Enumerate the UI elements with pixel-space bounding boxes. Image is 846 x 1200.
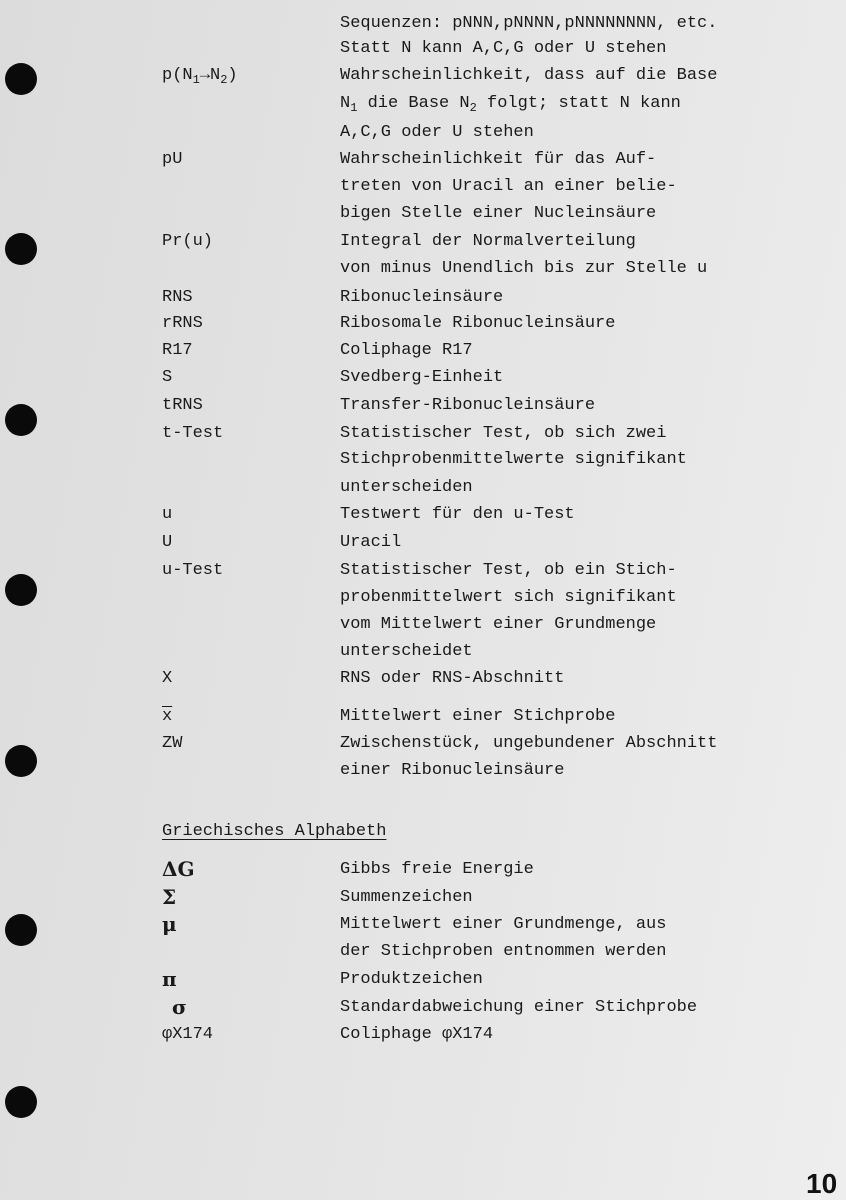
abbreviation-term: X	[162, 669, 173, 688]
abbreviation-row	[0, 146, 846, 173]
abbreviation-row	[0, 665, 846, 692]
definition-text: Statt N kann A,C,G oder U stehen	[340, 39, 667, 58]
abbreviation-row	[0, 557, 846, 584]
abbreviation-term: rRNS	[162, 314, 203, 333]
definition-line	[0, 255, 846, 282]
greek-row	[0, 994, 846, 1021]
definition-text: Coliphage φX174	[340, 1025, 494, 1044]
greek-row	[0, 911, 846, 938]
page-number: 10	[806, 1168, 838, 1199]
abbreviation-row	[0, 364, 846, 391]
definition-text: Transfer-Ribonucleinsäure	[340, 396, 596, 415]
abbreviation-term: U	[162, 533, 173, 552]
greek-row	[0, 1021, 846, 1048]
definition-text: unterscheiden	[340, 478, 473, 497]
greek-symbol: Σ	[162, 885, 177, 909]
definition-text: Statistischer Test, ob sich zwei	[340, 424, 667, 443]
punch-hole	[5, 1086, 37, 1118]
definition-text: Mittelwert einer Stichprobe	[340, 707, 616, 726]
abbreviation-row	[0, 703, 846, 730]
definition-line	[0, 10, 846, 37]
definition-line	[0, 35, 846, 62]
greek-symbol: π	[162, 967, 177, 991]
abbreviation-row	[0, 730, 846, 757]
definition-text: Summenzeichen	[340, 888, 473, 907]
definition-line	[0, 173, 846, 200]
abbreviation-row	[0, 392, 846, 419]
definition-text: Zwischenstück, ungebundener Abschnitt	[340, 734, 718, 753]
abbreviation-term: u-Test	[162, 561, 224, 580]
abbreviation-row	[0, 62, 846, 89]
abbreviation-row	[0, 228, 846, 255]
definition-text: Sequenzen: pNNN,pNNNN,pNNNNNNNN, etc.	[340, 14, 718, 33]
abbreviation-term: $p(N_1\to N_2)$	[162, 66, 238, 87]
definition-text: von minus Unendlich bis zur Stelle u	[340, 259, 708, 278]
definition-line	[0, 757, 846, 784]
definition-text: Mittelwert einer Grundmenge, aus	[340, 915, 667, 934]
section-heading: Griechisches Alphabeth	[162, 822, 387, 841]
abbreviation-term: Pr(u)	[162, 232, 214, 251]
definition-line	[0, 938, 846, 965]
abbreviation-term: RNS	[162, 288, 193, 307]
abbreviation-term: S	[162, 368, 173, 387]
definition-text: Gibbs freie Energie	[340, 860, 534, 879]
definition-text: $N_1$ die Base $N_2$ folgt; statt N kann	[340, 94, 681, 115]
definition-text: der Stichproben entnommen werden	[340, 942, 667, 961]
definition-text: bigen Stelle einer Nucleinsäure	[340, 204, 657, 223]
greek-symbol: μ	[162, 912, 177, 936]
greek-row	[0, 884, 846, 911]
definition-text: A,C,G oder U stehen	[340, 123, 534, 142]
definition-text: probenmittelwert sich signifikant	[340, 588, 677, 607]
definition-line	[0, 611, 846, 638]
greek-row	[0, 966, 846, 993]
definition-text: Standardabweichung einer Stichprobe	[340, 998, 698, 1017]
definition-line	[0, 638, 846, 665]
definition-text: Integral der Normalverteilung	[340, 232, 636, 251]
definition-line	[0, 474, 846, 501]
definition-text: Uracil	[340, 533, 402, 552]
abbreviation-term: u	[162, 505, 173, 524]
abbreviation-row	[0, 501, 846, 528]
definition-text: Ribonucleinsäure	[340, 288, 504, 307]
definition-text: vom Mittelwert einer Grundmenge	[340, 615, 657, 634]
definition-text: Svedberg-Einheit	[340, 368, 504, 387]
definition-line	[0, 200, 846, 227]
definition-text: RNS oder RNS-Abschnitt	[340, 669, 565, 688]
greek-row	[0, 856, 846, 883]
abbreviation-term: t-Test	[162, 424, 224, 443]
abbreviation-row	[0, 284, 846, 311]
abbreviation-term: R17	[162, 341, 193, 360]
definition-line	[0, 584, 846, 611]
abbreviation-term: tRNS	[162, 396, 203, 415]
definition-text: Wahrscheinlichkeit, dass auf die Base	[340, 66, 718, 85]
abbreviation-term: $\overline{x}$	[162, 707, 173, 726]
definition-text: Statistischer Test, ob ein Stich-	[340, 561, 677, 580]
definition-text: Produktzeichen	[340, 970, 483, 989]
definition-text: Wahrscheinlichkeit für das Auf-	[340, 150, 657, 169]
abbreviation-row	[0, 420, 846, 447]
abbreviation-row	[0, 337, 846, 364]
abbreviation-term: pU	[162, 150, 183, 169]
abbreviation-row	[0, 310, 846, 337]
definition-text: treten von Uracil an einer belie-	[340, 177, 677, 196]
definition-text: Coliphage R17	[340, 341, 473, 360]
definition-text: Testwert für den u-Test	[340, 505, 575, 524]
definition-line	[0, 119, 846, 146]
greek-symbol: φX174	[162, 1025, 214, 1044]
definition-text: unterscheidet	[340, 642, 473, 661]
definition-text: Ribosomale Ribonucleinsäure	[340, 314, 616, 333]
abbreviation-term: ZW	[162, 734, 183, 753]
greek-symbol: σ	[172, 995, 187, 1019]
definition-line	[0, 446, 846, 473]
definition-line	[0, 90, 846, 117]
greek-symbol: ΔG	[162, 857, 195, 881]
definition-text: einer Ribonucleinsäure	[340, 761, 565, 780]
definition-text: Stichprobenmittelwerte signifikant	[340, 450, 687, 469]
abbreviation-row	[0, 529, 846, 556]
